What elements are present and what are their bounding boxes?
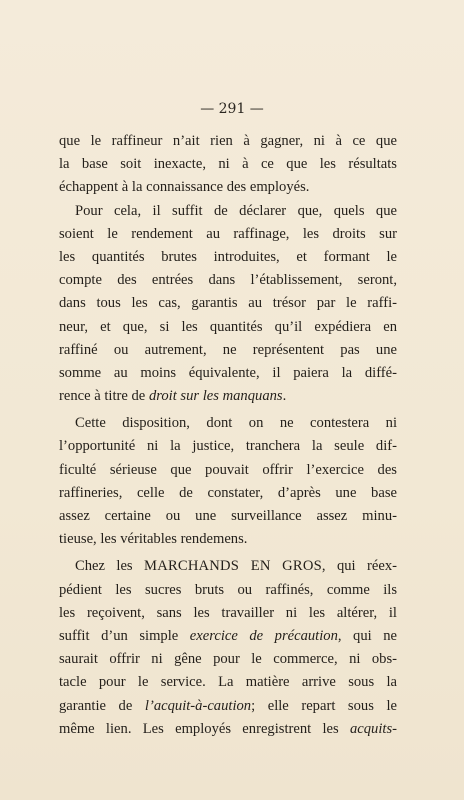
- text-line: [59, 718, 397, 741]
- paragraph-4: [59, 555, 397, 741]
- paragraph-3: [59, 412, 397, 551]
- text-line: Pour cela, il suffit de déclarer que, quels que: [75, 202, 397, 219]
- text-run: , qui ne: [337, 627, 397, 644]
- text-run: .: [282, 388, 287, 405]
- text-line: [59, 695, 397, 718]
- body-text: [59, 130, 397, 741]
- text-line: Cette disposition, dont on ne contestera ni: [75, 415, 397, 432]
- text-line: [59, 385, 397, 408]
- text-run: ; elle repart sous le: [251, 697, 397, 714]
- text-line: somme au moins équivalente, il paiera la diffé-: [59, 364, 397, 381]
- italic-term: droit sur les manquans: [148, 388, 283, 405]
- italic-term: acquits-: [349, 720, 397, 737]
- paragraph-2: [59, 200, 397, 409]
- text-line: neur, et que, si les quantités qu’il expédiera en: [59, 318, 397, 335]
- text-line: dans tous les cas, garantis au trésor par le raffi-: [59, 295, 397, 312]
- text-run: même lien. Les employés enregistrent les: [59, 720, 350, 737]
- text-line: assez certaine ou une surveillance assez minu-: [59, 508, 397, 524]
- text-line: [59, 555, 397, 578]
- text-run: Chez les: [75, 558, 145, 575]
- italic-term: exercice de précaution: [189, 627, 338, 644]
- text-line: les quantités brutes introduites, et formant le: [59, 248, 397, 265]
- text-line: raffineries, celle de constater, d’après une base: [59, 484, 397, 501]
- text-line: saurait offrir ni gêne pour le commerce, ni obs-: [59, 651, 397, 668]
- text-run: , qui réex-: [321, 558, 397, 575]
- text-line: [59, 625, 397, 648]
- text-line: soient le rendement au raffinage, les droits sur: [59, 225, 397, 242]
- paragraph-1: [59, 130, 397, 200]
- caps-term: MARCHANDS EN GROS: [144, 558, 322, 575]
- text-line: tieuse, les véritables rendemens.: [59, 531, 248, 548]
- text-line: l’opportunité ni la justice, tranchera la seule dif-: [59, 438, 397, 455]
- text-run: rence à titre de: [59, 388, 149, 405]
- text-line: les reçoivent, sans les travailler ni les altérer, il: [59, 604, 397, 621]
- text-line: raffiné ou autrement, ne représentent pas une: [59, 341, 397, 358]
- text-run: suffit d’un simple: [59, 627, 190, 644]
- text-line: pédient les sucres bruts ou raffinés, comme ils: [59, 581, 397, 598]
- text-line: échappent à la connaissance des employés.: [59, 179, 310, 196]
- page-number: — 291 —: [200, 101, 264, 117]
- text-line: la base soit inexacte, ni à ce que les résultats: [59, 156, 397, 173]
- text-line: que le raffineur n’ait rien à gagner, ni à ce que: [59, 133, 397, 149]
- italic-term: l’acquit-à-caution: [144, 697, 252, 714]
- text-run: garantie de: [59, 697, 145, 714]
- text-line: compte des entrées dans l’établissement, seront,: [59, 272, 397, 289]
- text-line: tacle pour le service. La matière arrive sous la: [59, 674, 397, 691]
- text-line: ficulté sérieuse que pouvait offrir l’exercice des: [59, 461, 397, 478]
